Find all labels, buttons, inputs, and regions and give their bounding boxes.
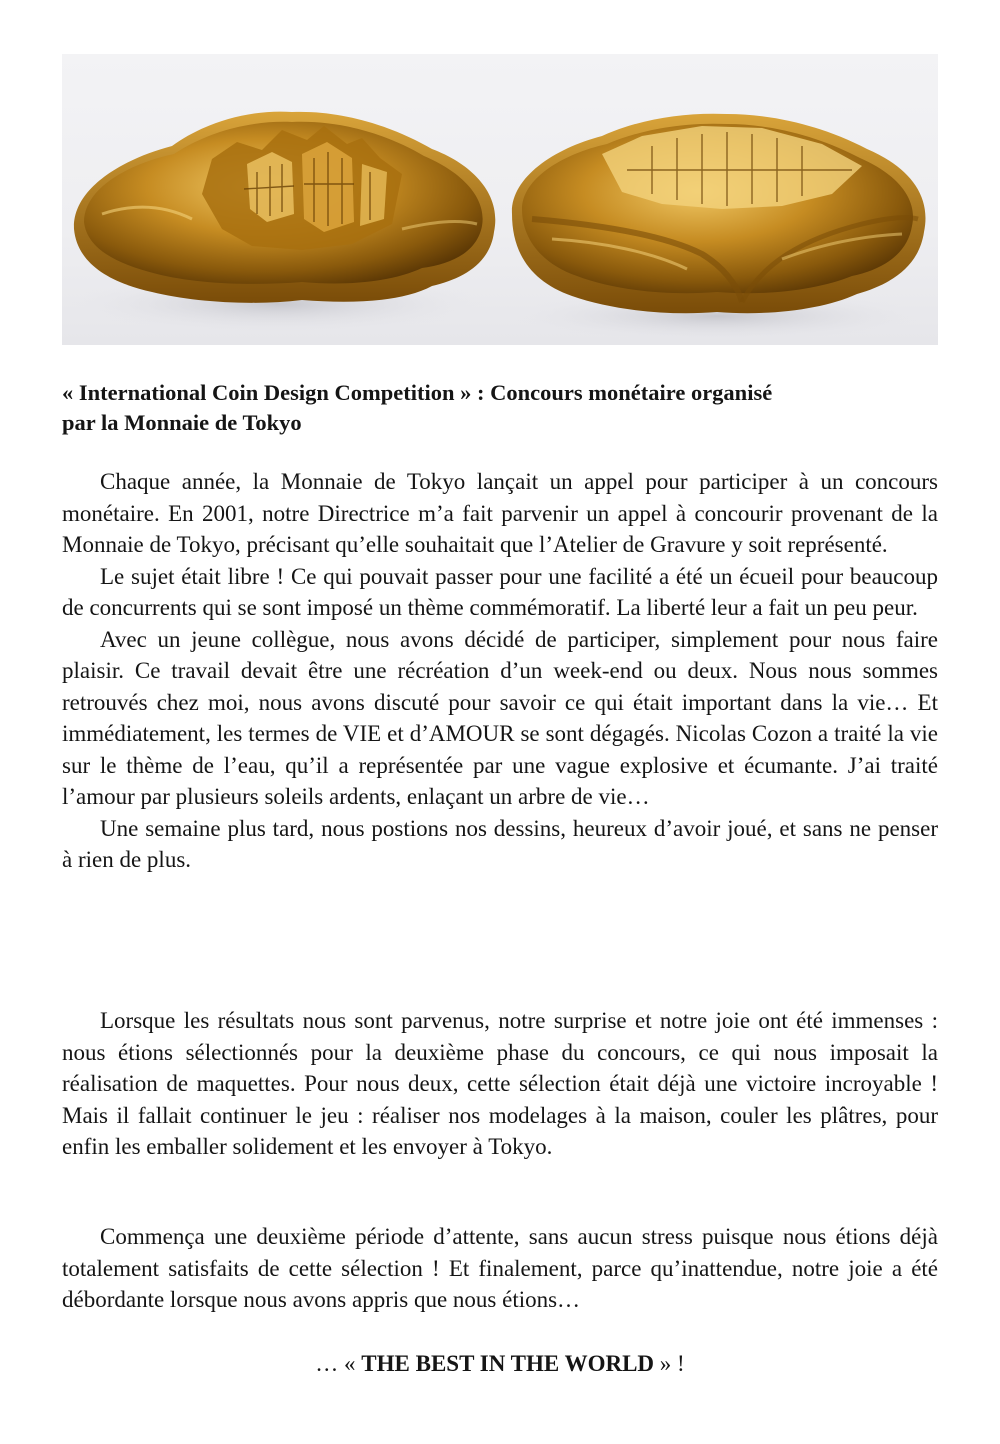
- gold-coin-left-icon: [62, 112, 495, 334]
- paragraph-2: Le sujet était libre ! Ce qui pouvait passer pour une facilité a été un écueil pour beaucoup de concurrents qui se sont imposé un thème commémoratif. La liberté leur a fait un peu peur.: [62, 563, 938, 620]
- paragraph-3: Avec un jeune collègue, nous avons décidé de participer, simplement pour nous faire plaisir. Ce travail devait être une récréation d’un week-end ou deux. Nous nous sommes retrouvés chez moi, nous avons discuté pour savoir ce qui était important dans la vie… Et immédiatement, les termes de VIE et d’AMOUR se sont dégagés. Nicolas Cozon a traité la vie sur le thème de l’eau, qu’il a représentée par une vague explosive et écumante. J’ai traité l’amour par plusieurs soleils ardents, enlaçant un arbre de vie…: [62, 626, 938, 809]
- closing-line: [62, 1348, 938, 1380]
- heading-line-2: par la Monnaie de Tokyo: [62, 410, 302, 435]
- closing-suffix: » !: [654, 1351, 685, 1376]
- text-block-2: [62, 1005, 938, 1163]
- paragraph-6: Commença une deuxième période d’attente, sans aucun stress puisque nous étions déjà totalement satisfaits de cette sélection ! Et finalement, parce qu’inattendue, notre joie a été débordante lorsque nous avons appris que nous étions…: [62, 1224, 938, 1312]
- paragraph-5: Lorsque les résultats nous sont parvenus, notre surprise et notre joie ont été immenses : nous étions sélectionnés pour la deuxième phase du concours, ce qui nous imposait la réalisation de maquettes. Pour nous deux, cette sélection était déjà une victoire incroyable ! Mais il fallait continuer le jeu : réaliser nos modelages à la maison, couler les plâtres, pour enfin les emballer solidement et les envoyer à Tokyo.: [62, 1008, 938, 1159]
- coin-photo: [62, 54, 938, 345]
- gold-coin-right-icon: [502, 114, 932, 342]
- closing-prefix: … «: [315, 1351, 362, 1376]
- paragraph-4: Une semaine plus tard, nous postions nos dessins, heureux d’avoir joué, et sans ne penser à rien de plus.: [62, 815, 938, 872]
- text-block-3: [62, 1221, 938, 1316]
- paragraph-1: Chaque année, la Monnaie de Tokyo lançait un appel pour participer à un concours monétaire. En 2001, notre Directrice m’a fait parvenir un appel à concourir provenant de la Monnaie de Tokyo, précisant qu’elle souhaitait que l’Atelier de Gravure y soit représenté.: [62, 469, 938, 557]
- closing-emphasis: THE BEST IN THE WORLD: [361, 1351, 655, 1376]
- heading-line-1: « International Coin Design Competition » : Concours monétaire organisé: [62, 380, 773, 405]
- text-block-1: [62, 466, 938, 876]
- article-heading: [62, 378, 942, 438]
